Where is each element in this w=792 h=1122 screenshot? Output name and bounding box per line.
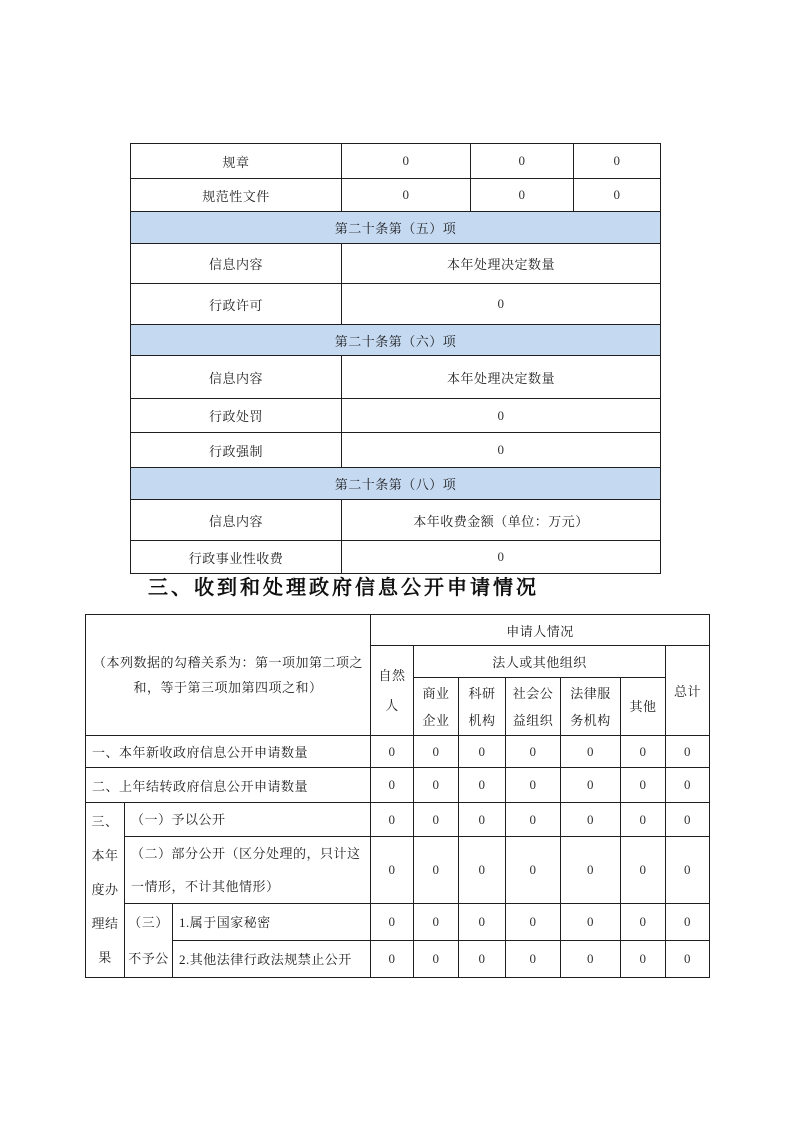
value-cell: 0 <box>459 803 506 837</box>
value-cell: 0 <box>561 837 621 904</box>
value-cell: 0 <box>561 941 621 978</box>
band-row <box>131 212 661 244</box>
value-cell: 0 <box>459 736 506 768</box>
value-cell: 0 <box>371 941 414 978</box>
table-row <box>131 500 661 541</box>
value-cell: 0 <box>666 768 710 803</box>
value-cell: 0 <box>666 904 710 941</box>
value-cell: 0 <box>621 941 666 978</box>
value-cell: 0 <box>414 768 459 803</box>
value-cell: 0 <box>371 803 414 837</box>
table-row <box>86 768 710 803</box>
header-total: 总计 <box>666 646 710 736</box>
value-cell: 0 <box>371 768 414 803</box>
table-row <box>86 803 710 837</box>
table-row <box>131 284 661 325</box>
info-header-cell: 本年处理决定数量 <box>342 356 661 399</box>
value-cell: 0 <box>561 803 621 837</box>
value-cell: 0 <box>574 179 661 212</box>
header-column: 其他 <box>621 678 666 736</box>
value-cell: 0 <box>459 941 506 978</box>
value-cell: 0 <box>621 837 666 904</box>
header-applicant: 申请人情况 <box>371 615 710 646</box>
value-cell: 0 <box>506 904 561 941</box>
row-label: 行政事业性收费 <box>131 541 342 574</box>
row-label: 行政强制 <box>131 433 342 468</box>
value-cell: 0 <box>506 803 561 837</box>
info-header-cell: 本年收费金额（单位：万元） <box>342 500 661 541</box>
value-cell: 0 <box>666 837 710 904</box>
value-cell: 0 <box>471 144 574 179</box>
value-cell: 0 <box>666 803 710 837</box>
value-cell: 0 <box>621 904 666 941</box>
value-cell: 0 <box>342 284 661 325</box>
row-label: 信息内容 <box>131 244 342 284</box>
row-label: 一、本年新收政府信息公开申请数量 <box>86 736 371 768</box>
section-band: 第二十条第（六）项 <box>131 325 661 356</box>
result-group-label: 三、本年度办理结果 <box>86 803 125 978</box>
value-cell: 0 <box>506 736 561 768</box>
sub-row-label: （一）予以公开 <box>125 803 371 837</box>
row-label: 行政处罚 <box>131 399 342 433</box>
value-cell: 0 <box>621 768 666 803</box>
value-cell: 0 <box>574 144 661 179</box>
value-cell: 0 <box>342 541 661 574</box>
section-band: 第二十条第（五）项 <box>131 212 661 244</box>
value-cell: 0 <box>506 768 561 803</box>
header-column: 法律服务机构 <box>561 678 621 736</box>
section-band: 第二十条第（八）项 <box>131 468 661 500</box>
row-label: 信息内容 <box>131 356 342 399</box>
value-cell: 0 <box>459 904 506 941</box>
table-row <box>131 399 661 433</box>
value-cell: 0 <box>371 837 414 904</box>
refuse-group-label: （三）不予公 <box>125 904 173 978</box>
header-row <box>86 615 710 646</box>
table-row <box>131 144 661 179</box>
value-cell: 0 <box>666 736 710 768</box>
value-cell: 0 <box>342 433 661 468</box>
header-column: 社会公益组织 <box>506 678 561 736</box>
header-natural-person: 自然人 <box>371 646 414 736</box>
value-cell: 0 <box>471 179 574 212</box>
value-cell: 0 <box>459 837 506 904</box>
note-cell: （本列数据的勾稽关系为：第一项加第二项之和，等于第三项加第四项之和） <box>86 615 371 736</box>
value-cell: 0 <box>414 736 459 768</box>
table-row <box>86 736 710 768</box>
row-label: 信息内容 <box>131 500 342 541</box>
value-cell: 0 <box>506 941 561 978</box>
article20-table <box>130 143 661 574</box>
band-row <box>131 468 661 500</box>
row-label: 规范性文件 <box>131 179 342 212</box>
value-cell: 0 <box>561 736 621 768</box>
sub-row-label: （二）部分公开（区分处理的，只计这一情形，不计其他情形） <box>125 837 371 904</box>
table-row <box>86 904 710 941</box>
header-column: 商业企业 <box>414 678 459 736</box>
table-row <box>86 837 710 904</box>
table-row <box>131 433 661 468</box>
value-cell: 0 <box>506 837 561 904</box>
value-cell: 0 <box>342 399 661 433</box>
value-cell: 0 <box>414 803 459 837</box>
application-table <box>85 614 710 978</box>
row-label: 二、上年结转政府信息公开申请数量 <box>86 768 371 803</box>
value-cell: 0 <box>561 904 621 941</box>
row-label: 行政许可 <box>131 284 342 325</box>
value-cell: 0 <box>621 803 666 837</box>
header-legal-org: 法人或其他组织 <box>414 646 666 678</box>
value-cell: 0 <box>342 144 471 179</box>
row-label: 规章 <box>131 144 342 179</box>
value-cell: 0 <box>371 904 414 941</box>
table-row <box>131 541 661 574</box>
band-row <box>131 325 661 356</box>
value-cell: 0 <box>414 837 459 904</box>
value-cell: 0 <box>459 768 506 803</box>
value-cell: 0 <box>371 736 414 768</box>
sub-row-label: 2.其他法律行政法规禁止公开 <box>173 941 371 978</box>
value-cell: 0 <box>561 768 621 803</box>
header-column: 科研机构 <box>459 678 506 736</box>
table-row <box>86 941 710 978</box>
sub-row-label: 1.属于国家秘密 <box>173 904 371 941</box>
value-cell: 0 <box>666 941 710 978</box>
value-cell: 0 <box>414 941 459 978</box>
table-row <box>131 179 661 212</box>
info-header-cell: 本年处理决定数量 <box>342 244 661 284</box>
value-cell: 0 <box>414 904 459 941</box>
value-cell: 0 <box>342 179 471 212</box>
value-cell: 0 <box>621 736 666 768</box>
table-row <box>131 356 661 399</box>
section-heading: 三、收到和处理政府信息公开申请情况 <box>148 577 539 599</box>
table-row <box>131 244 661 284</box>
